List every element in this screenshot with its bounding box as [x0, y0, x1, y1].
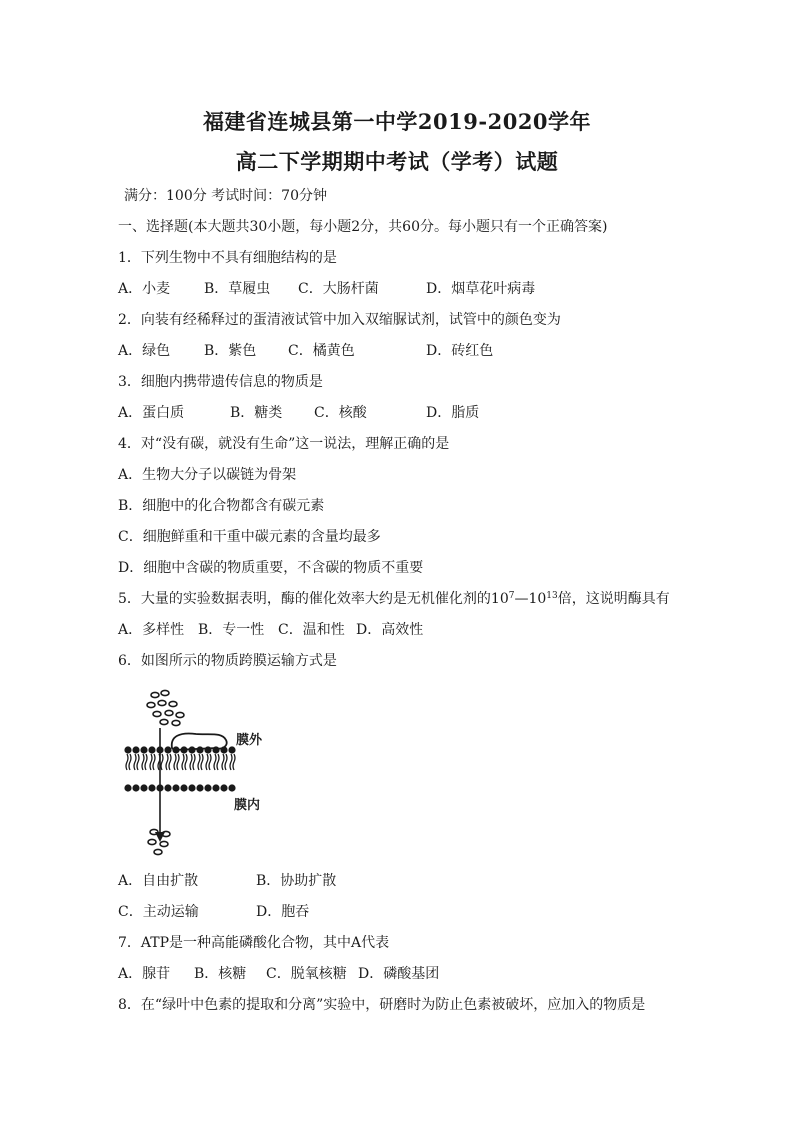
option-d: D．胞吞: [256, 904, 310, 920]
option-a: A．小麦: [118, 281, 171, 297]
question-3-stem: 3．细胞内携带遗传信息的物质是: [118, 374, 323, 390]
option-a: A．自由扩散: [118, 873, 199, 889]
option-c: C．主动运输: [118, 904, 199, 920]
question-6-stem: 6．如图所示的物质跨膜运输方式是: [118, 653, 337, 669]
option-d: D．砖红色: [426, 343, 494, 359]
question-5-stem-post: 倍，这说明酶具有: [557, 591, 670, 607]
transport-arrow: [155, 728, 165, 842]
option-d: D．磷酸基团: [358, 966, 440, 982]
question-5-stem: [118, 590, 670, 608]
label-outside: 膜外: [236, 733, 263, 748]
option-d: D．脂质: [426, 405, 480, 421]
option-b: B．紫色: [204, 343, 257, 359]
question-1-stem: 1．下列生物中不具有细胞结构的是: [118, 250, 337, 266]
option-a: A．多样性: [118, 622, 185, 638]
option-a: A．生物大分子以碳链为骨架: [118, 467, 297, 483]
option-d: D．细胞中含碳的物质重要，不含碳的物质不重要: [118, 560, 424, 576]
membrane-transport-figure: [118, 684, 268, 860]
question-7-stem: 7．ATP是一种高能磷酸化合物，其中A代表: [118, 935, 390, 951]
option-a: A．蛋白质: [118, 405, 185, 421]
question-4-stem: 4．对“没有碳，就没有生命”这一说法，理解正确的是: [118, 436, 450, 452]
option-b: B．糖类: [230, 405, 283, 421]
question-2-stem: 2．向装有经稀释过的蛋清液试管中加入双缩脲试剂，试管中的颜色变为: [118, 312, 561, 328]
exam-meta: 满分：100分 考试时间：70分钟: [124, 188, 327, 204]
exam-title-line1: 福建省连城县第一中学2019-2020学年: [202, 109, 592, 134]
option-a: A．绿色: [118, 343, 171, 359]
exponent-13: 13: [546, 591, 558, 601]
question-5-stem-mid: —10: [514, 591, 547, 607]
question-5-stem-pre: 5．大量的实验数据表明，酶的催化效率大约是无机催化剂的10: [118, 591, 509, 607]
option-d: D．烟草花叶病毒: [426, 281, 536, 297]
phospholipid-tails: [126, 754, 235, 770]
option-d: D．高效性: [356, 622, 424, 638]
exponent-7: 7: [508, 591, 515, 601]
option-c: C．大肠杆菌: [298, 281, 379, 297]
option-b: B．草履虫: [204, 281, 271, 297]
option-c: C．细胞鲜重和干重中碳元素的含量均最多: [118, 529, 381, 545]
option-b: B．细胞中的化合物都含有碳元素: [118, 498, 325, 514]
option-b: B．核糖: [194, 966, 247, 982]
question-8-stem: 8．在“绿叶中色素的提取和分离”实验中，研磨时为防止色素被破坏，应加入的物质是: [118, 997, 646, 1013]
option-c: C．脱氧核糖: [266, 966, 347, 982]
option-b: B．专一性: [198, 622, 265, 638]
label-inside: 膜内: [234, 798, 261, 813]
section-heading: 一、选择题(本大题共30小题，每小题2分，共60分。每小题只有一个正确答案): [118, 219, 608, 235]
option-c: C．温和性: [278, 622, 345, 638]
option-c: C．橘黄色: [288, 343, 355, 359]
option-c: C．核酸: [314, 405, 367, 421]
phospholipid-lower: [124, 784, 235, 791]
option-b: B．协助扩散: [256, 873, 337, 889]
option-a: A．腺苷: [118, 966, 171, 982]
exam-title-line2: 高二下学期期中考试（学考）试题: [235, 149, 559, 174]
molecules-outside: [147, 690, 184, 725]
